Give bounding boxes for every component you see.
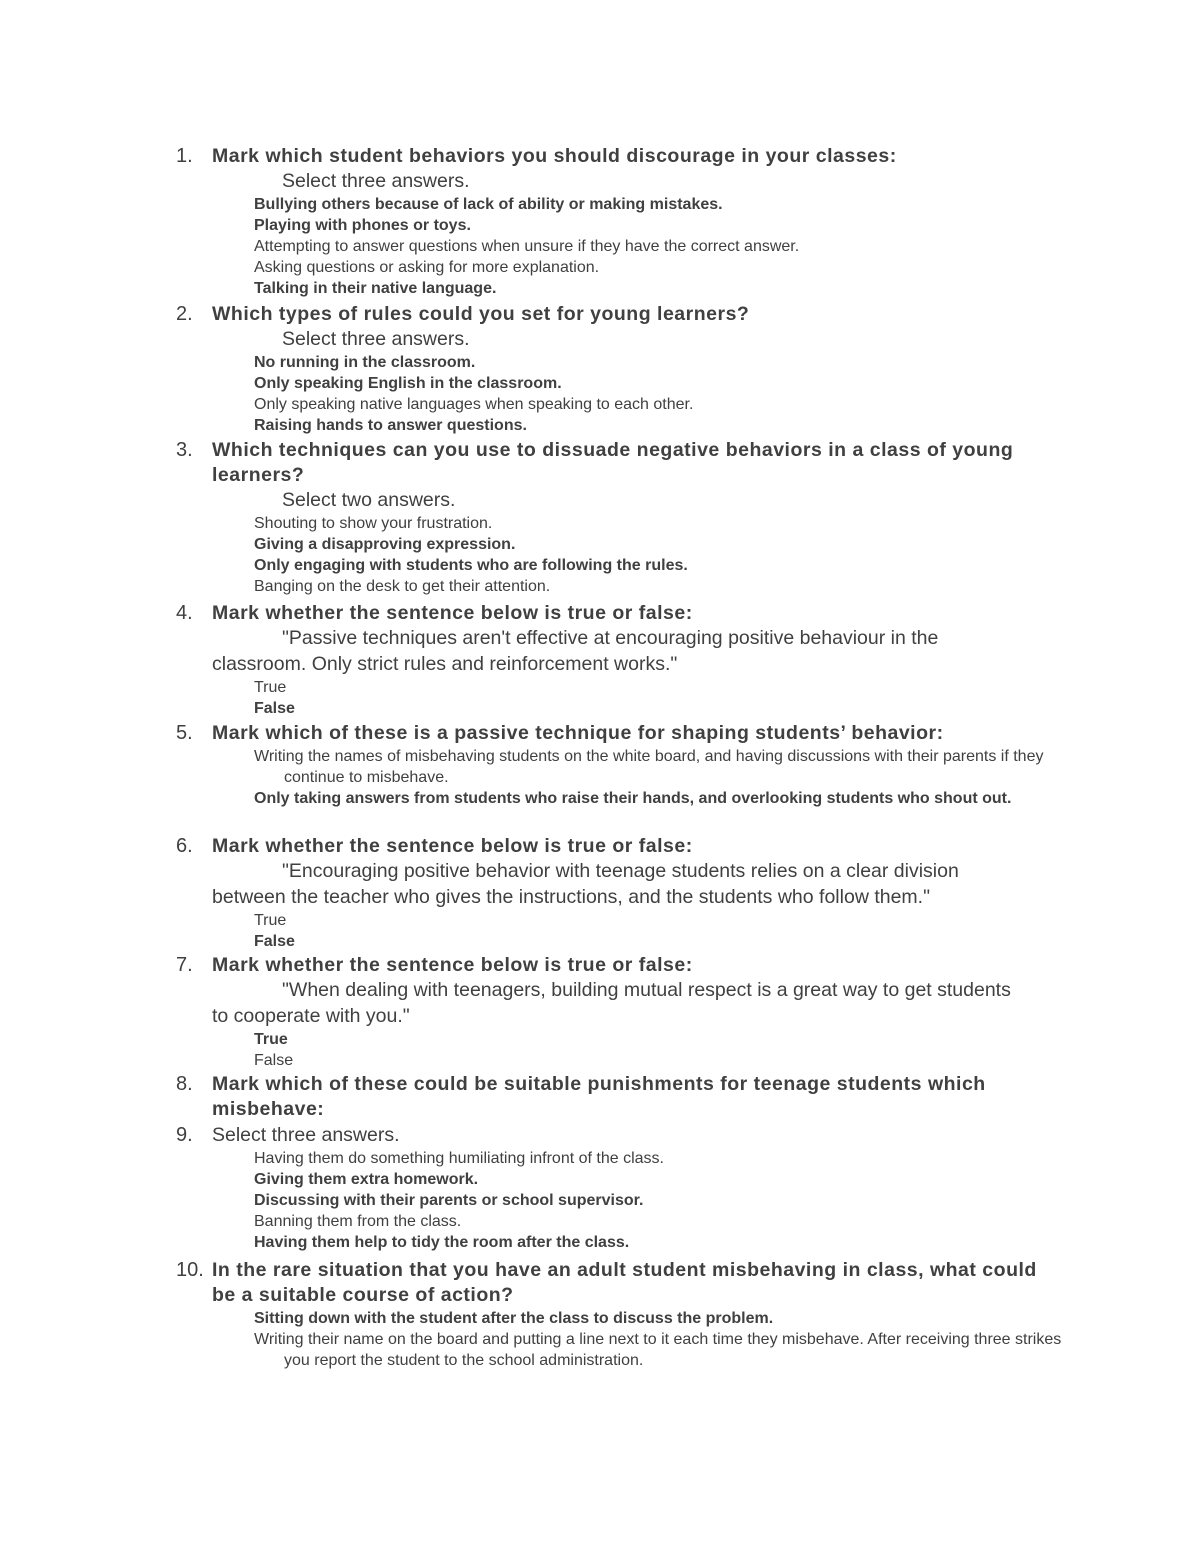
question-text: In the rare situation that you have an adult student misbehaving in class, what could be a suitable course of action?: [212, 1259, 1037, 1306]
answer-option[interactable]: False: [254, 933, 295, 950]
question-block: [0, 1258, 1062, 1371]
answer-instruction: Select three answers.: [282, 328, 470, 350]
statement-text: "When dealing with teenagers, building mutual respect is a great way to get students to cooperate with you.": [212, 979, 1011, 1027]
statement-text: "Encouraging positive behavior with teenage students relies on a clear division between the teacher who gives the instructions, and the students who follow them.": [212, 860, 959, 908]
answer-option[interactable]: Giving them extra homework.: [254, 1171, 479, 1188]
question-number: 5.: [176, 722, 193, 744]
answer-option[interactable]: Banning them from the class.: [254, 1213, 462, 1230]
question-text: Mark whether the sentence below is true or false:: [212, 954, 693, 976]
question-number: 6.: [176, 835, 193, 857]
question-block: [0, 302, 1062, 436]
answer-option[interactable]: Talking in their native language.: [254, 280, 497, 297]
answer-options: [212, 352, 1062, 436]
answer-option[interactable]: Only speaking native languages when speaking to each other.: [254, 396, 694, 413]
answer-option[interactable]: Playing with phones or toys.: [254, 217, 471, 234]
answer-option[interactable]: Asking questions or asking for more explanation.: [254, 259, 600, 276]
question-block: [0, 144, 1062, 299]
answer-options: [212, 1029, 1062, 1071]
answer-option[interactable]: True: [254, 679, 287, 696]
question-number: 3.: [176, 439, 193, 461]
answer-option[interactable]: No running in the classroom.: [254, 354, 476, 371]
answer-options: [212, 910, 1062, 952]
answer-option[interactable]: Banging on the desk to get their attention.: [254, 578, 551, 595]
question-text: Mark which student behaviors you should discourage in your classes:: [212, 145, 897, 167]
question-block: [0, 1072, 1062, 1122]
question-text: Mark whether the sentence below is true or false:: [212, 835, 693, 857]
answer-option[interactable]: Only speaking English in the classroom.: [254, 375, 562, 392]
answer-options: [212, 513, 1062, 597]
question-block: [0, 953, 1062, 1071]
answer-option[interactable]: Shouting to show your frustration.: [254, 515, 493, 532]
question-block: [0, 601, 1062, 719]
answer-option[interactable]: True: [254, 912, 287, 929]
question-number: 1.: [176, 145, 193, 167]
answer-option[interactable]: Attempting to answer questions when unsure if they have the correct answer.: [254, 238, 800, 255]
question-number: 10.: [176, 1259, 204, 1281]
answer-option[interactable]: Only engaging with students who are following the rules.: [254, 557, 688, 574]
answer-options: [212, 1148, 1062, 1253]
answer-option[interactable]: False: [254, 700, 295, 717]
question-text: Mark which of these is a passive technique for shaping students’ behavior:: [212, 722, 944, 744]
answer-options: [212, 677, 1062, 719]
answer-option[interactable]: Discussing with their parents or school supervisor.: [254, 1192, 644, 1209]
question-block: [0, 721, 1062, 809]
answer-option[interactable]: Having them do something humiliating infront of the class.: [254, 1150, 664, 1167]
answer-options: [212, 194, 1062, 299]
question-text: Which types of rules could you set for young learners?: [212, 303, 750, 325]
question-block: [0, 438, 1062, 597]
answer-options: [212, 746, 1062, 809]
question-block: [0, 1123, 1062, 1253]
answer-option[interactable]: Only taking answers from students who raise their hands, and overlooking students who shout out.: [254, 790, 1012, 807]
question-number: 2.: [176, 303, 193, 325]
question-block: [0, 834, 1062, 952]
answer-option[interactable]: Bullying others because of lack of ability or making mistakes.: [254, 196, 723, 213]
answer-instruction: Select two answers.: [282, 489, 456, 511]
question-text: Which techniques can you use to dissuade negative behaviors in a class of young learners?: [212, 439, 1014, 486]
statement-text: "Passive techniques aren't effective at encouraging positive behaviour in the classroom. Only strict rules and reinforcement works.": [212, 627, 939, 675]
answer-option[interactable]: Writing the names of misbehaving students on the white board, and having discussions with their parents if they continue to misbehave.: [254, 748, 1044, 786]
question-number: 9.: [176, 1124, 193, 1146]
answer-option[interactable]: False: [254, 1052, 294, 1069]
answer-instruction: Select three answers.: [282, 170, 470, 192]
question-text: Mark whether the sentence below is true or false:: [212, 602, 693, 624]
answer-option[interactable]: Writing their name on the board and putting a line next to it each time they misbehave. After receiving three strikes you report the student to the school administration.: [254, 1331, 1062, 1369]
answer-option[interactable]: Having them help to tidy the room after the class.: [254, 1234, 630, 1251]
answer-option[interactable]: True: [254, 1031, 288, 1048]
answer-option[interactable]: Sitting down with the student after the class to discuss the problem.: [254, 1310, 774, 1327]
question-number: 4.: [176, 602, 193, 624]
question-text: Mark which of these could be suitable punishments for teenage students which misbehave:: [212, 1073, 986, 1120]
answer-instruction: Select three answers.: [212, 1124, 400, 1146]
question-number: 8.: [176, 1073, 193, 1095]
question-number: 7.: [176, 954, 193, 976]
answer-option[interactable]: Giving a disapproving expression.: [254, 536, 516, 553]
answer-option[interactable]: Raising hands to answer questions.: [254, 417, 527, 434]
answer-options: [212, 1308, 1062, 1371]
